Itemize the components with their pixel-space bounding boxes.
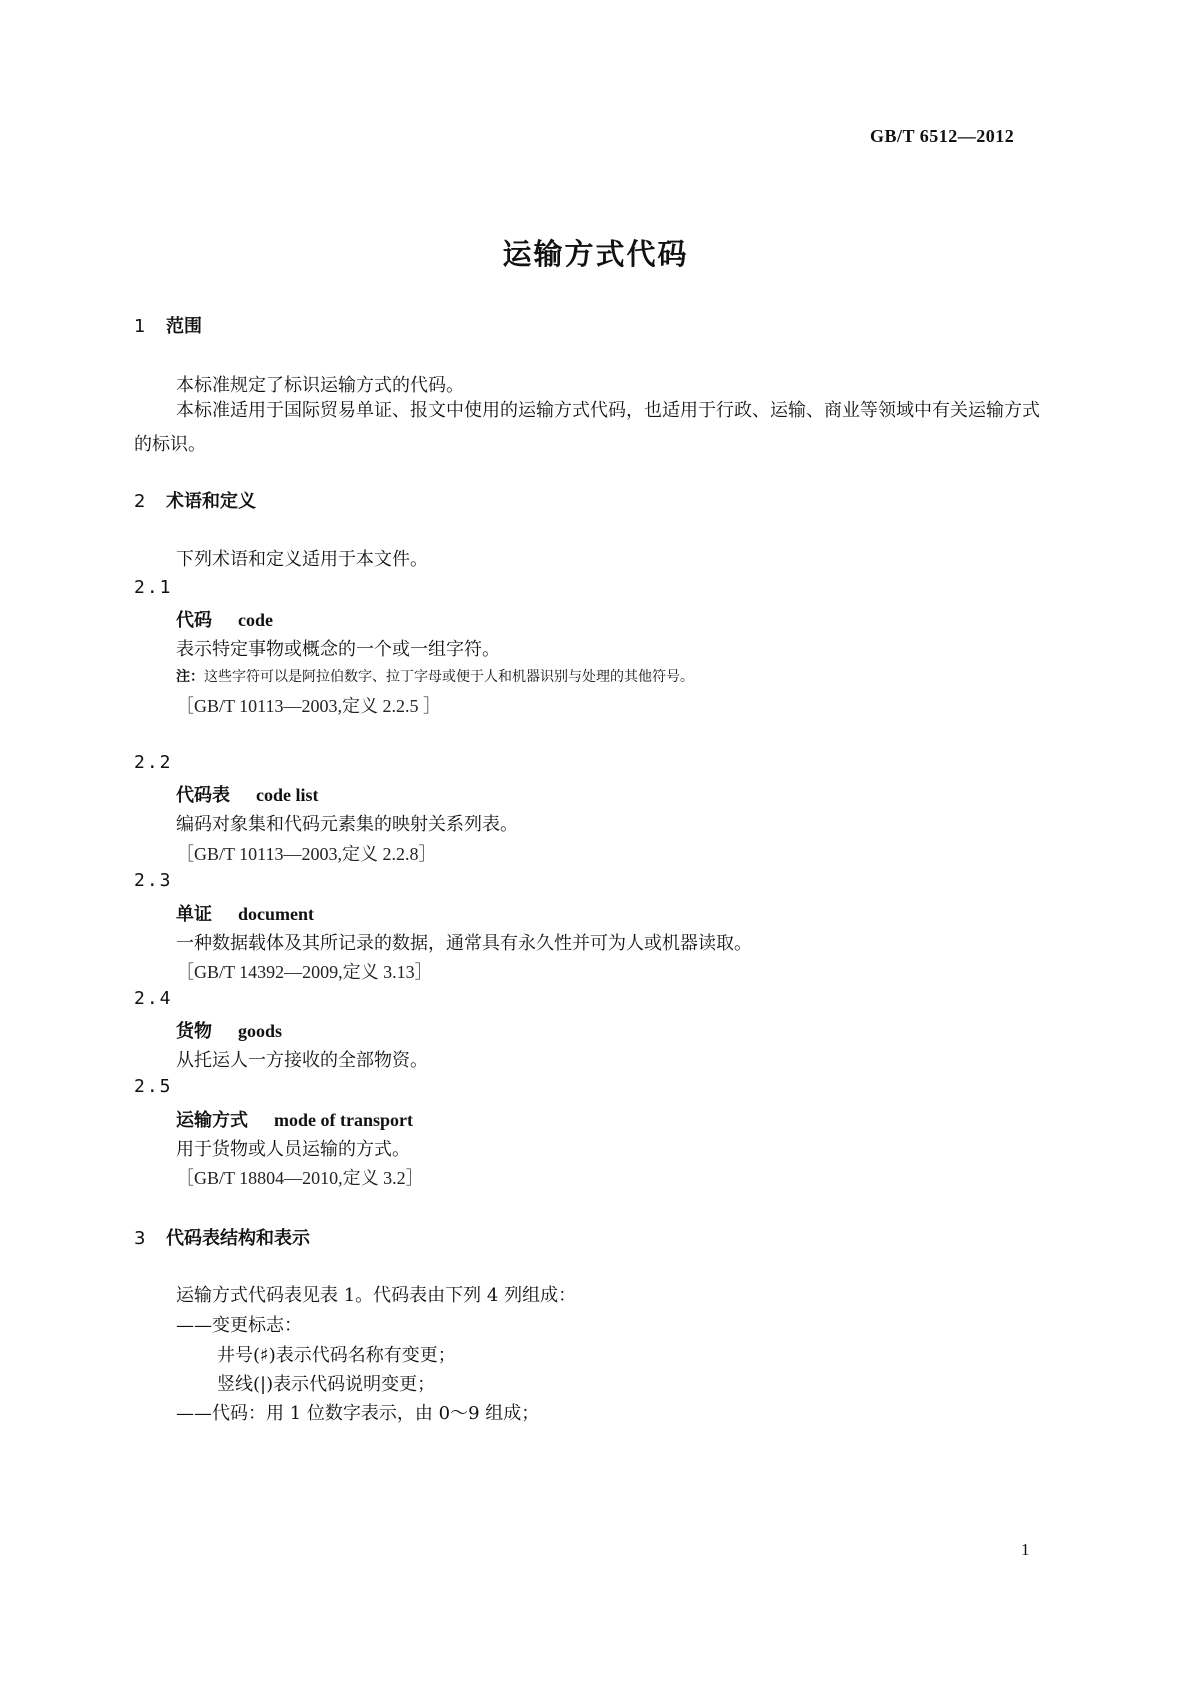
term-note xyxy=(176,666,694,686)
term-zh: 运输方式 xyxy=(176,1110,248,1131)
section-title: 代码表结构和表示 xyxy=(166,1228,310,1249)
standard-code: GB/T 6512—2012 xyxy=(870,126,1015,146)
section-3-heading xyxy=(134,1224,310,1250)
term-en: document xyxy=(238,904,314,924)
paragraph: 本标准规定了标识运输方式的代码。 xyxy=(176,375,464,396)
term-definition: 表示特定事物或概念的一个或一组字符。 xyxy=(176,639,500,660)
clause-number: 2.3 xyxy=(134,870,173,891)
section-number: 2 xyxy=(134,491,146,512)
term-definition: 从托运人一方接收的全部物资。 xyxy=(176,1050,428,1071)
list-item: ——变更标志： xyxy=(176,1315,302,1336)
term-source: ［GB/T 18804—2010,定义 3.2］ xyxy=(176,1168,424,1188)
term-source: ［GB/T 10113—2003,定义 2.2.5 ］ xyxy=(176,696,442,716)
term-heading xyxy=(176,1017,282,1043)
section-number: 1 xyxy=(134,316,146,337)
term-heading xyxy=(176,606,273,632)
section-title: 范围 xyxy=(166,316,202,337)
clause-number: 2.4 xyxy=(134,988,173,1009)
term-zh: 货物 xyxy=(176,1021,212,1042)
document-title: 运输方式代码 xyxy=(502,237,689,271)
section-number: 3 xyxy=(134,1228,146,1249)
list-subitem: 井号(♯)表示代码名称有变更； xyxy=(217,1345,456,1366)
term-zh: 代码 xyxy=(176,610,212,631)
section-2-heading xyxy=(134,487,256,513)
term-zh: 代码表 xyxy=(176,785,230,806)
term-heading xyxy=(176,1106,413,1132)
clause-number: 2.1 xyxy=(134,577,173,598)
term-source: ［GB/T 14392—2009,定义 3.13］ xyxy=(176,962,433,982)
list-subitem: 竖线(|)表示代码说明变更； xyxy=(217,1374,436,1395)
note-text: 这些字符可以是阿拉伯数字、拉丁字母或便于人和机器识别与处理的其他符号。 xyxy=(204,669,694,685)
term-en: mode of transport xyxy=(274,1110,413,1130)
term-zh: 单证 xyxy=(176,904,212,925)
term-heading xyxy=(176,781,319,807)
note-label: 注： xyxy=(176,669,204,685)
section-title: 术语和定义 xyxy=(166,491,256,512)
page-number: 1 xyxy=(1021,1540,1030,1559)
term-en: code xyxy=(238,610,273,630)
term-definition: 一种数据载体及其所记录的数据，通常具有永久性并可为人或机器读取。 xyxy=(176,933,752,954)
list-item: ——代码：用 1 位数字表示，由 0～9 组成； xyxy=(176,1403,540,1424)
term-en: code list xyxy=(256,785,319,805)
term-en: goods xyxy=(238,1021,283,1041)
paragraph: 运输方式代码表见表 1。代码表由下列 4 列组成： xyxy=(176,1285,577,1306)
term-source: ［GB/T 10113—2003,定义 2.2.8］ xyxy=(176,844,437,864)
term-heading xyxy=(176,900,314,926)
term-definition: 用于货物或人员运输的方式。 xyxy=(176,1139,410,1160)
section-1-heading xyxy=(134,312,202,338)
clause-number: 2.5 xyxy=(134,1076,173,1097)
paragraph: 下列术语和定义适用于本文件。 xyxy=(176,549,428,570)
paragraph: 本标准适用于国际贸易单证、报文中使用的运输方式代码，也适用于行政、运输、商业等领域中有关运输方式的标识。 xyxy=(134,400,1040,455)
clause-number: 2.2 xyxy=(134,752,173,773)
term-definition: 编码对象集和代码元素集的映射关系列表。 xyxy=(176,814,518,835)
